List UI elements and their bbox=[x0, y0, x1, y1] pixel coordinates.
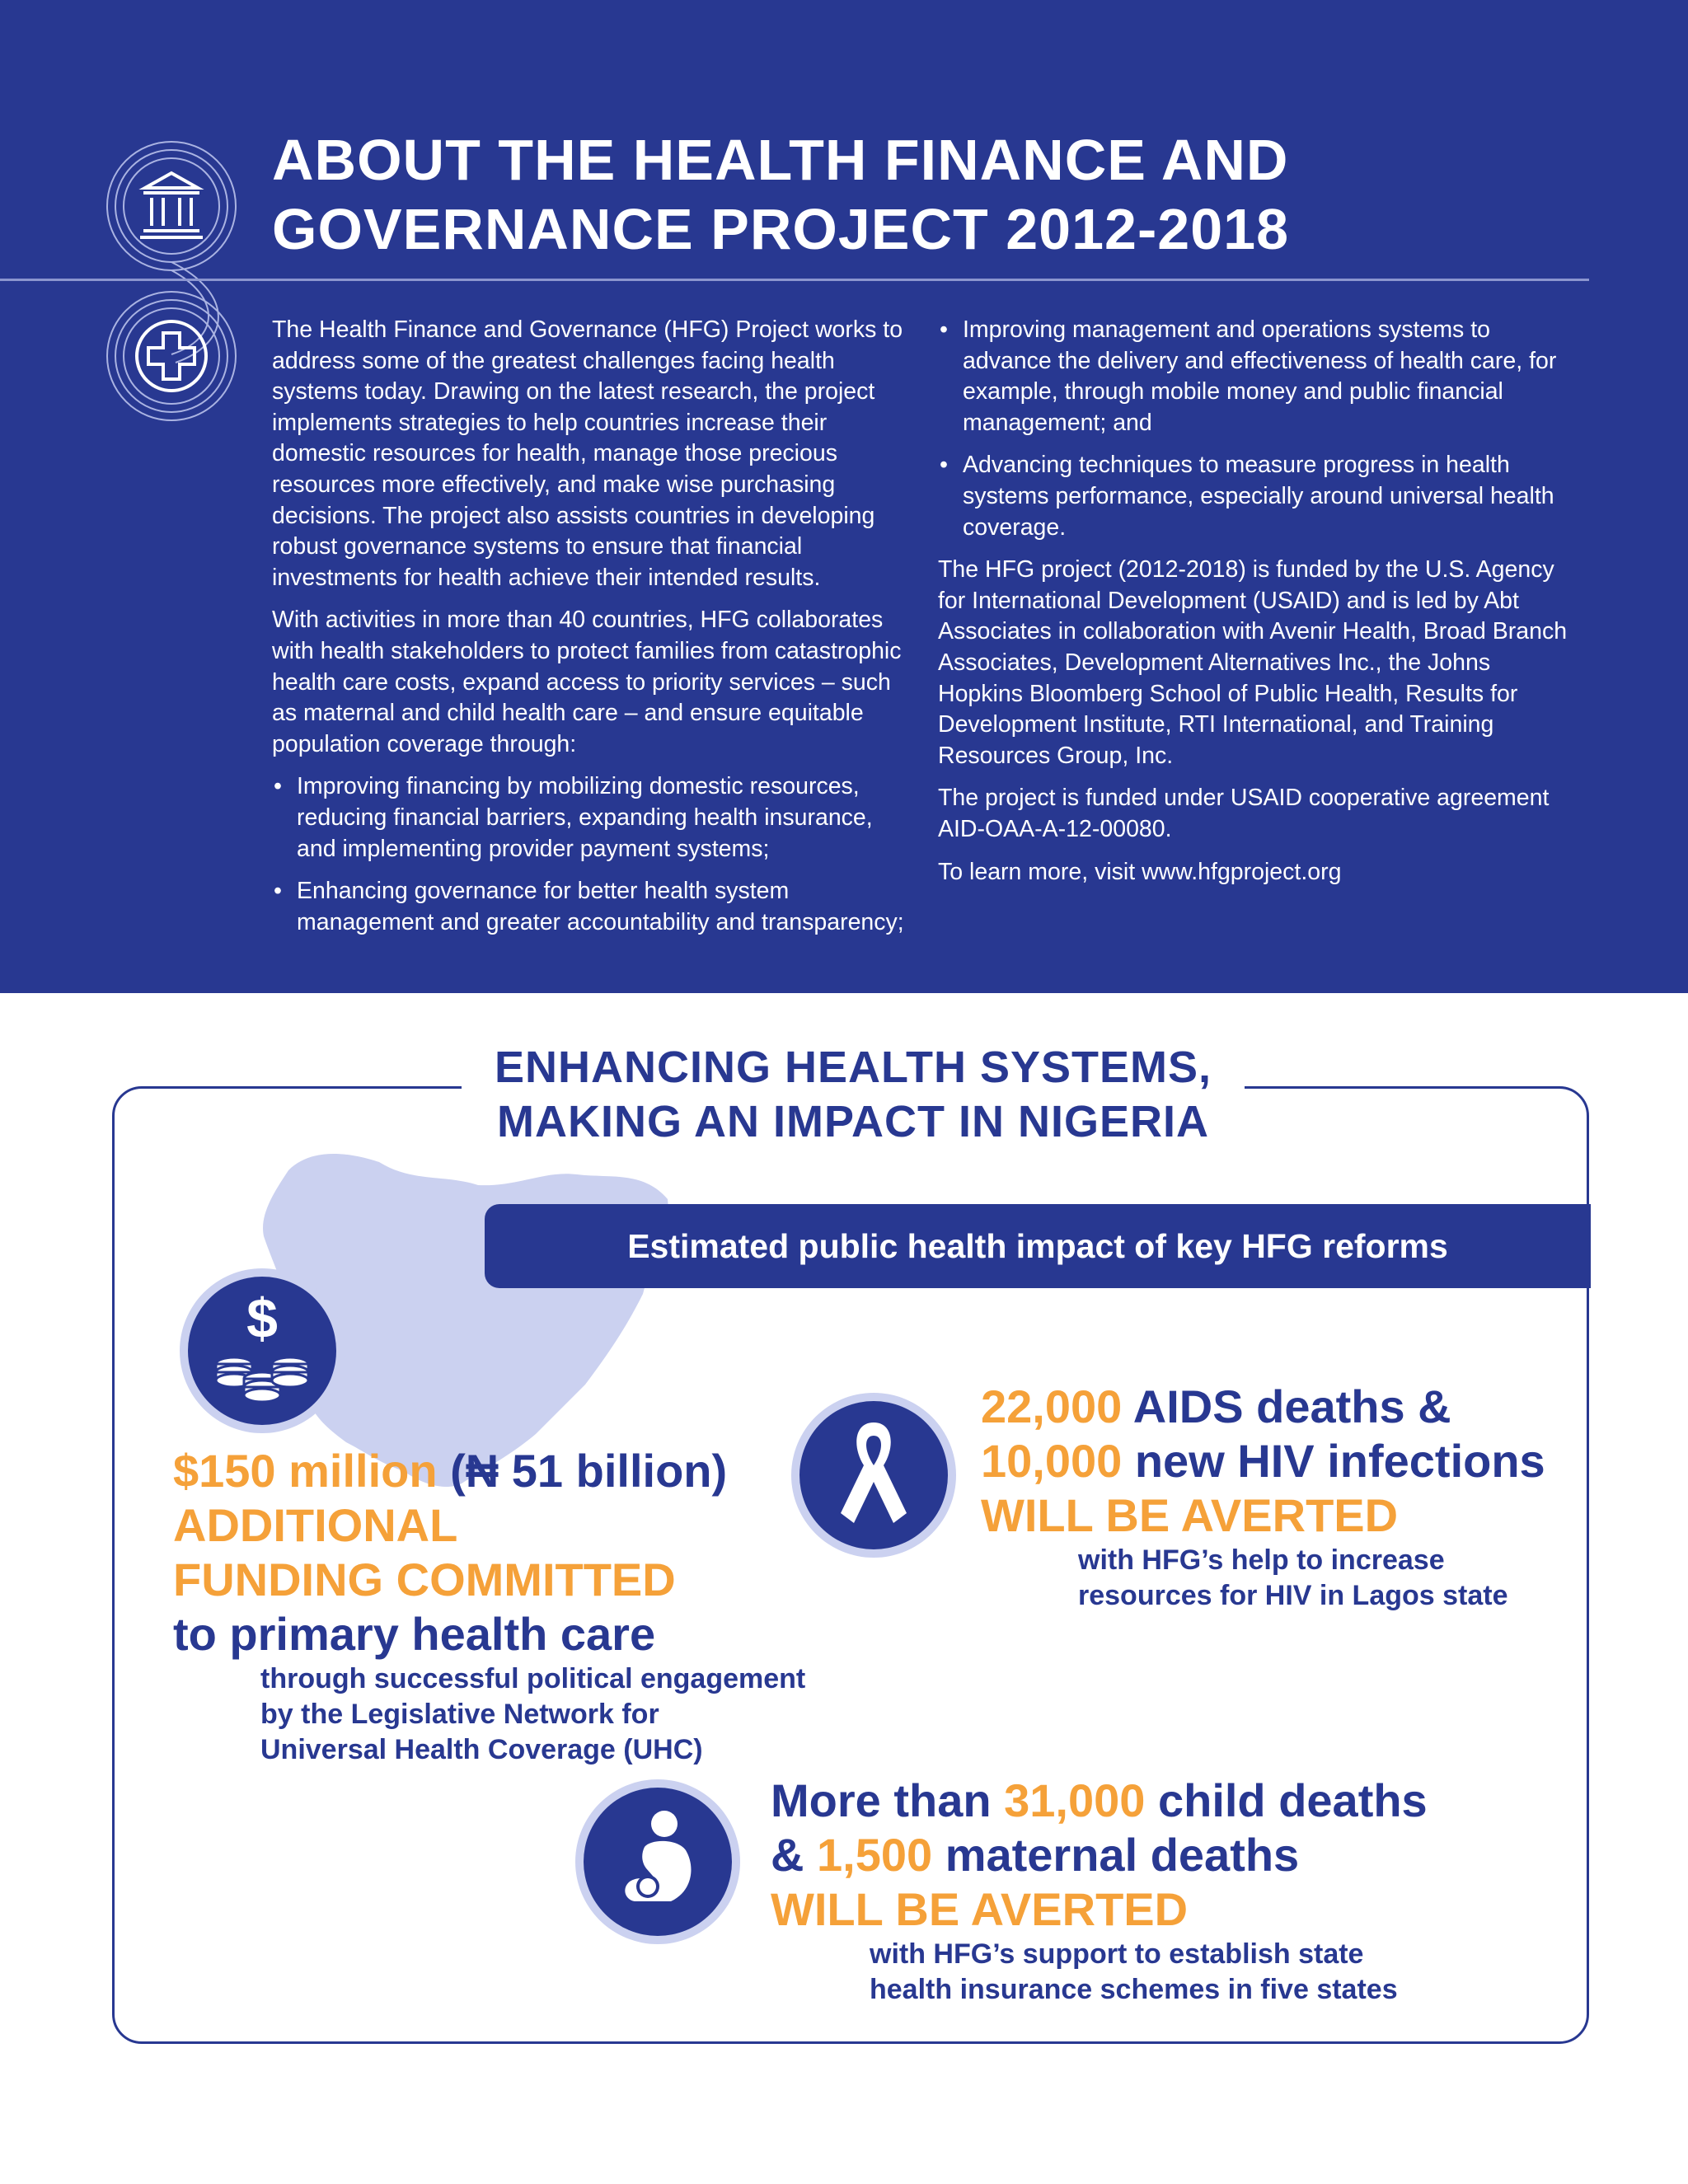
maternal-deaths-text: maternal deaths bbox=[932, 1829, 1300, 1881]
impact-heading bbox=[462, 1040, 1245, 1149]
mother-child-icon bbox=[572, 1776, 743, 1947]
strategy-list-continued bbox=[938, 315, 1573, 543]
agreement-paragraph: The project is funded under USAID cooperative agreement AID-OAA-A-12-00080. bbox=[938, 785, 1550, 842]
child-sub-1: with HFG’s support to establish state bbox=[870, 1938, 1364, 1970]
funding-naira: (₦ 51 billion) bbox=[437, 1445, 728, 1497]
awareness-ribbon-icon bbox=[788, 1390, 959, 1561]
hiv-stat bbox=[981, 1380, 1591, 1614]
list-item: • Improving management and operations systems to advance the delivery and effectiveness of health care, for example, through mobile money and public financial management; and bbox=[938, 315, 1573, 438]
maternal-deaths-number: 1,500 bbox=[817, 1829, 933, 1881]
activities-paragraph: With activities in more than 40 countries, HFG collaborates with health stakeholders to protect families from catastrophic health care costs, expand access to priority services – such as maternal and child health care – and ensure equitable population coverage through: bbox=[272, 607, 902, 757]
funding-sub-2: by the Legislative Network for bbox=[260, 1699, 659, 1730]
title-line-1: ABOUT THE HEALTH FINANCE AND bbox=[272, 128, 1289, 192]
child-sub-2: health insurance schemes in five states bbox=[870, 1974, 1398, 2005]
hiv-infections-number: 10,000 bbox=[981, 1435, 1123, 1487]
child-stat bbox=[771, 1774, 1512, 2008]
building-columns-icon bbox=[140, 173, 203, 237]
list-item: • Improving financing by mobilizing domestic resources, reducing financial barriers, expanding health insurance, and implementing provider payment systems; bbox=[272, 771, 907, 865]
funding-line-2: ADDITIONAL bbox=[173, 1499, 458, 1551]
banner-text: Estimated public health impact of key HFG reforms bbox=[627, 1226, 1448, 1265]
project-logo-ornament bbox=[97, 132, 237, 478]
impact-heading-line-1: ENHANCING HEALTH SYSTEMS, bbox=[494, 1043, 1212, 1092]
child-averted: WILL BE AVERTED bbox=[771, 1883, 1189, 1935]
list-item: • Enhancing governance for better health system management and greater accountability and transparency; bbox=[272, 876, 907, 938]
aids-deaths-number: 22,000 bbox=[981, 1380, 1123, 1432]
strategy-list bbox=[272, 771, 907, 938]
hiv-sub-1: with HFG’s help to increase bbox=[1078, 1544, 1445, 1576]
child-deaths-number: 31,000 bbox=[1004, 1774, 1146, 1826]
child-deaths-text: child deaths bbox=[1145, 1774, 1428, 1826]
title-divider bbox=[0, 279, 1589, 281]
impact-heading-line-2: MAKING AN IMPACT IN NIGERIA bbox=[497, 1097, 1209, 1146]
page-title bbox=[272, 125, 1632, 264]
right-column bbox=[938, 315, 1573, 899]
list-item: • Advancing techniques to measure progress in health systems performance, especially around universal health coverage. bbox=[938, 450, 1573, 543]
funding-line-3: FUNDING COMMITTED bbox=[173, 1554, 676, 1605]
title-line-2: GOVERNANCE PROJECT 2012-2018 bbox=[272, 197, 1289, 261]
aids-deaths-text: AIDS deaths & bbox=[1122, 1380, 1451, 1432]
svg-text:$: $ bbox=[246, 1287, 278, 1350]
hiv-averted: WILL BE AVERTED bbox=[981, 1489, 1399, 1541]
funding-sub-1: through successful political engagement bbox=[260, 1663, 806, 1694]
learn-more-text: To learn more, visit www.hfgproject.org bbox=[938, 858, 1342, 885]
funding-stat bbox=[173, 1444, 832, 1768]
left-column bbox=[272, 315, 907, 949]
maternal-prefix: & bbox=[771, 1829, 817, 1881]
intro-paragraph: The Health Finance and Governance (HFG) Project works to address some of the greatest challenges facing health systems today. Drawing on the latest research, the project implements strategies to help countries increase their domestic resources for health, manage those precious resources more effectively, and make wise purchasing decisions. The project also assists countries in developing robust governance systems to ensure that financial investments for health achieve their intended results. bbox=[272, 316, 903, 591]
about-panel bbox=[0, 0, 1688, 993]
funding-paragraph: The HFG project (2012-2018) is funded by the U.S. Agency for International Development (USAID) and is led by Abt Associates in collaboration with Avenir Health, Broad Branch Associates, Development Alternatives Inc., the Johns Hopkins Bloomberg School of Public Health, Results for Development Institute, RTI International, and Training Resources Group, Inc. bbox=[938, 556, 1568, 769]
funding-sub-3: Universal Health Coverage (UHC) bbox=[260, 1734, 703, 1765]
money-coins-icon bbox=[176, 1265, 348, 1436]
funding-line-4: to primary health care bbox=[173, 1608, 656, 1660]
child-prefix: More than bbox=[771, 1774, 1005, 1826]
impact-banner bbox=[485, 1204, 1591, 1288]
funding-amount: $150 million bbox=[173, 1445, 438, 1497]
hiv-sub-2: resources for HIV in Lagos state bbox=[1078, 1580, 1508, 1611]
medical-cross-icon bbox=[137, 321, 206, 391]
hiv-infections-text: new HIV infections bbox=[1122, 1435, 1545, 1487]
